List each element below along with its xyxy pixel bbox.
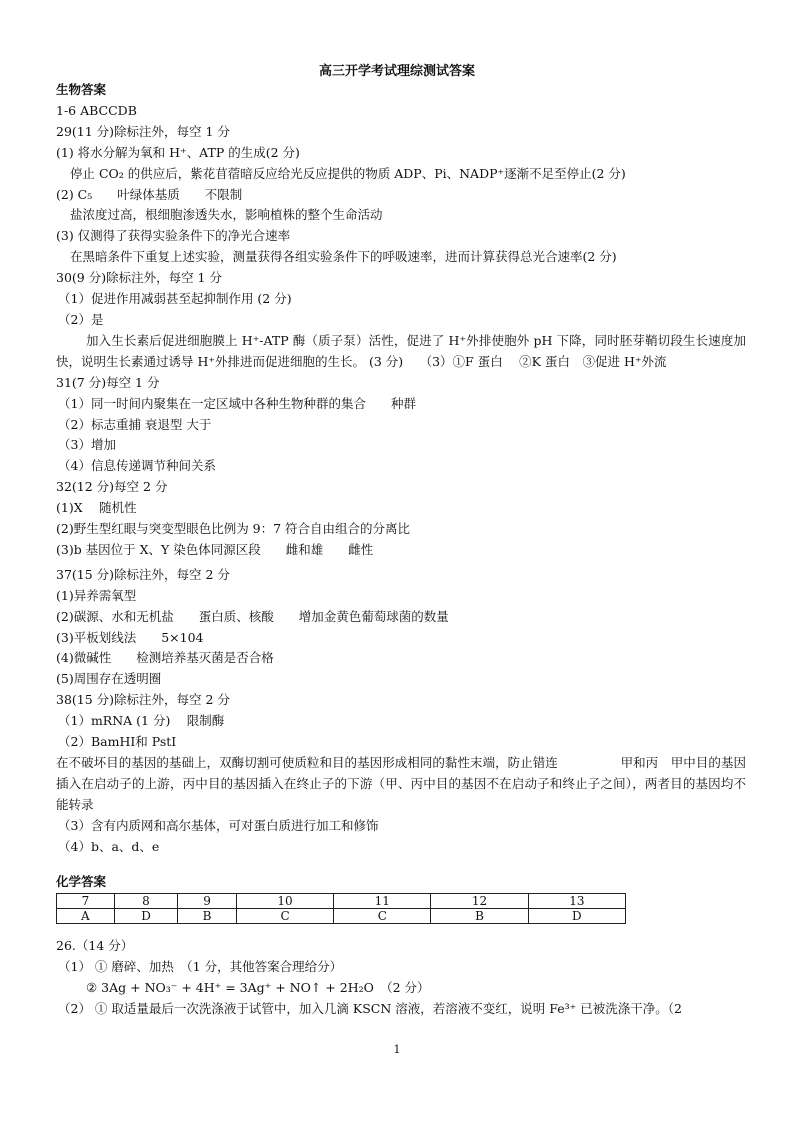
bio-line: (1)异养需氧型 (56, 587, 137, 603)
table-row (57, 909, 626, 924)
bio-paragraph: 在不破坏目的基因的基础上，双酶切割可使质粒和目的基因形成相同的黏性末端，防止错连 甲和丙 甲中目的基因插入在启动子的上游，丙中目的基因插入在终止子的下游（甲、丙中目的基因不在启动子和终止子之间），两者目的基因均不能转录 (56, 755, 746, 812)
bio-line: （1）同一时间内聚集在一定区域中各种生物种群的集合 种群 (58, 395, 416, 411)
bio-line: 38(15 分)除标注外，每空 2 分 (56, 692, 230, 708)
bio-line: （4）信息传递调节种间关系 (58, 458, 216, 474)
bio-paragraph: 加入生长素后促进细胞膜上 H⁺-ATP 酶（质子泵）活性，促进了 H⁺外排使胞外 pH 下降，同时胚芽鞘切段生长速度加快，说明生长素通过诱导 H⁺外排进而促进细胞的生长。 (3 分) （3）①F 蛋白 ②K 蛋白 ③促进 H⁺外流 (56, 332, 746, 369)
answer-cell: D (114, 909, 177, 924)
answer-cell: B (431, 909, 528, 924)
question-number: 7 (57, 894, 115, 909)
bio-line: (5)周围存在透明圈 (56, 671, 162, 687)
question-number: 9 (178, 894, 237, 909)
bio-line: 29(11 分)除标注外，每空 1 分 (56, 123, 230, 139)
bio-line: （3）增加 (58, 437, 116, 453)
question-number: 10 (236, 894, 333, 909)
bio-line: (1) 将水分解为氧和 H⁺、ATP 的生成(2 分) (56, 144, 300, 160)
chem-line: ② 3Ag + NO₃⁻ + 4H⁺ = 3Ag⁺ + NO↑ + 2H₂O （2 分） (86, 980, 430, 996)
question-number: 13 (528, 894, 625, 909)
chem-line: 26.（14 分） (56, 938, 134, 954)
bio-line: (3) 仅测得了获得实验条件下的净光合速率 (56, 228, 291, 244)
chemistry-heading: 化学答案 (56, 873, 107, 889)
answer-cell: A (57, 909, 115, 924)
question-number: 11 (334, 894, 431, 909)
bio-line: （2）BamHI和 PstI (58, 734, 177, 750)
chem-line: （1） ① 磨碎、加热 （1 分，其他答案合理给分） (58, 959, 343, 975)
answer-cell: C (334, 909, 431, 924)
bio-line: 在黑暗条件下重复上述实验，测量获得各组实验条件下的呼吸速率，进而计算获得总光合速率(2 分) (70, 249, 617, 265)
biology-heading: 生物答案 (56, 82, 107, 97)
bio-line: （4）b、a、d、e (58, 838, 160, 854)
bio-line: （1）促进作用减弱甚至起抑制作用 (2 分) (58, 291, 292, 307)
answer-cell: C (236, 909, 333, 924)
table-row (57, 894, 626, 909)
document-title: 高三开学考试理综测试答案 (318, 64, 475, 79)
chemistry-answer-table (56, 893, 626, 924)
bio-line: (3)b 基因位于 X、Y 染色体同源区段 雌和雄 雌性 (56, 541, 374, 557)
answer-cell: D (528, 909, 625, 924)
bio-line: 30(9 分)除标注外，每空 1 分 (56, 270, 222, 286)
bio-line: (2) C₅ 叶绿体基质 不限制 (56, 186, 243, 202)
question-number: 12 (431, 894, 528, 909)
bio-line: 盐浓度过高，根细胞渗透失水，影响植株的整个生命活动 (70, 207, 383, 223)
bio-line: 31(7 分)每空 1 分 (56, 374, 160, 390)
page-number: 1 (393, 1043, 401, 1056)
bio-line: （2）是 (58, 311, 104, 327)
bio-line: (2)碳源、水和无机盐 蛋白质、核酸 增加金黄色葡萄球菌的数量 (56, 608, 449, 624)
answer-content (56, 80, 746, 1020)
chem-line: （2） ① 取适量最后一次洗涤液于试管中，加入几滴 KSCN 溶液，若溶液不变红，说明 Fe³⁺ 已被洗涤干净。（2 (58, 1001, 682, 1017)
bio-line: （2）标志重捕 衰退型 大于 (58, 416, 212, 432)
bio-line: （3）含有内质网和高尔基体，可对蛋白质进行加工和修饰 (58, 817, 379, 833)
bio-line: 32(12 分)每空 2 分 (56, 479, 168, 495)
question-number: 8 (114, 894, 177, 909)
bio-line: 停止 CO₂ 的供应后，紫花苜蓿暗反应给光反应提供的物质 ADP、Pi、NADP⁺逐渐不足至停止(2 分) (70, 165, 626, 181)
bio-line: (3)平板划线法 5×104 (56, 629, 204, 645)
bio-line: (1)X 随机性 (56, 500, 137, 516)
bio-line: (4)微碱性 检测培养基灭菌是否合格 (56, 650, 274, 666)
answer-cell: B (178, 909, 237, 924)
bio-line: 1-6 ABCCDB (56, 102, 137, 118)
bio-line: （1）mRNA (1 分) 限制酶 (58, 713, 225, 729)
bio-line: 37(15 分)除标注外，每空 2 分 (56, 566, 230, 582)
bio-line: (2)野生型红眼与突变型眼色比例为 9：7 符合自由组合的分离比 (56, 521, 411, 537)
